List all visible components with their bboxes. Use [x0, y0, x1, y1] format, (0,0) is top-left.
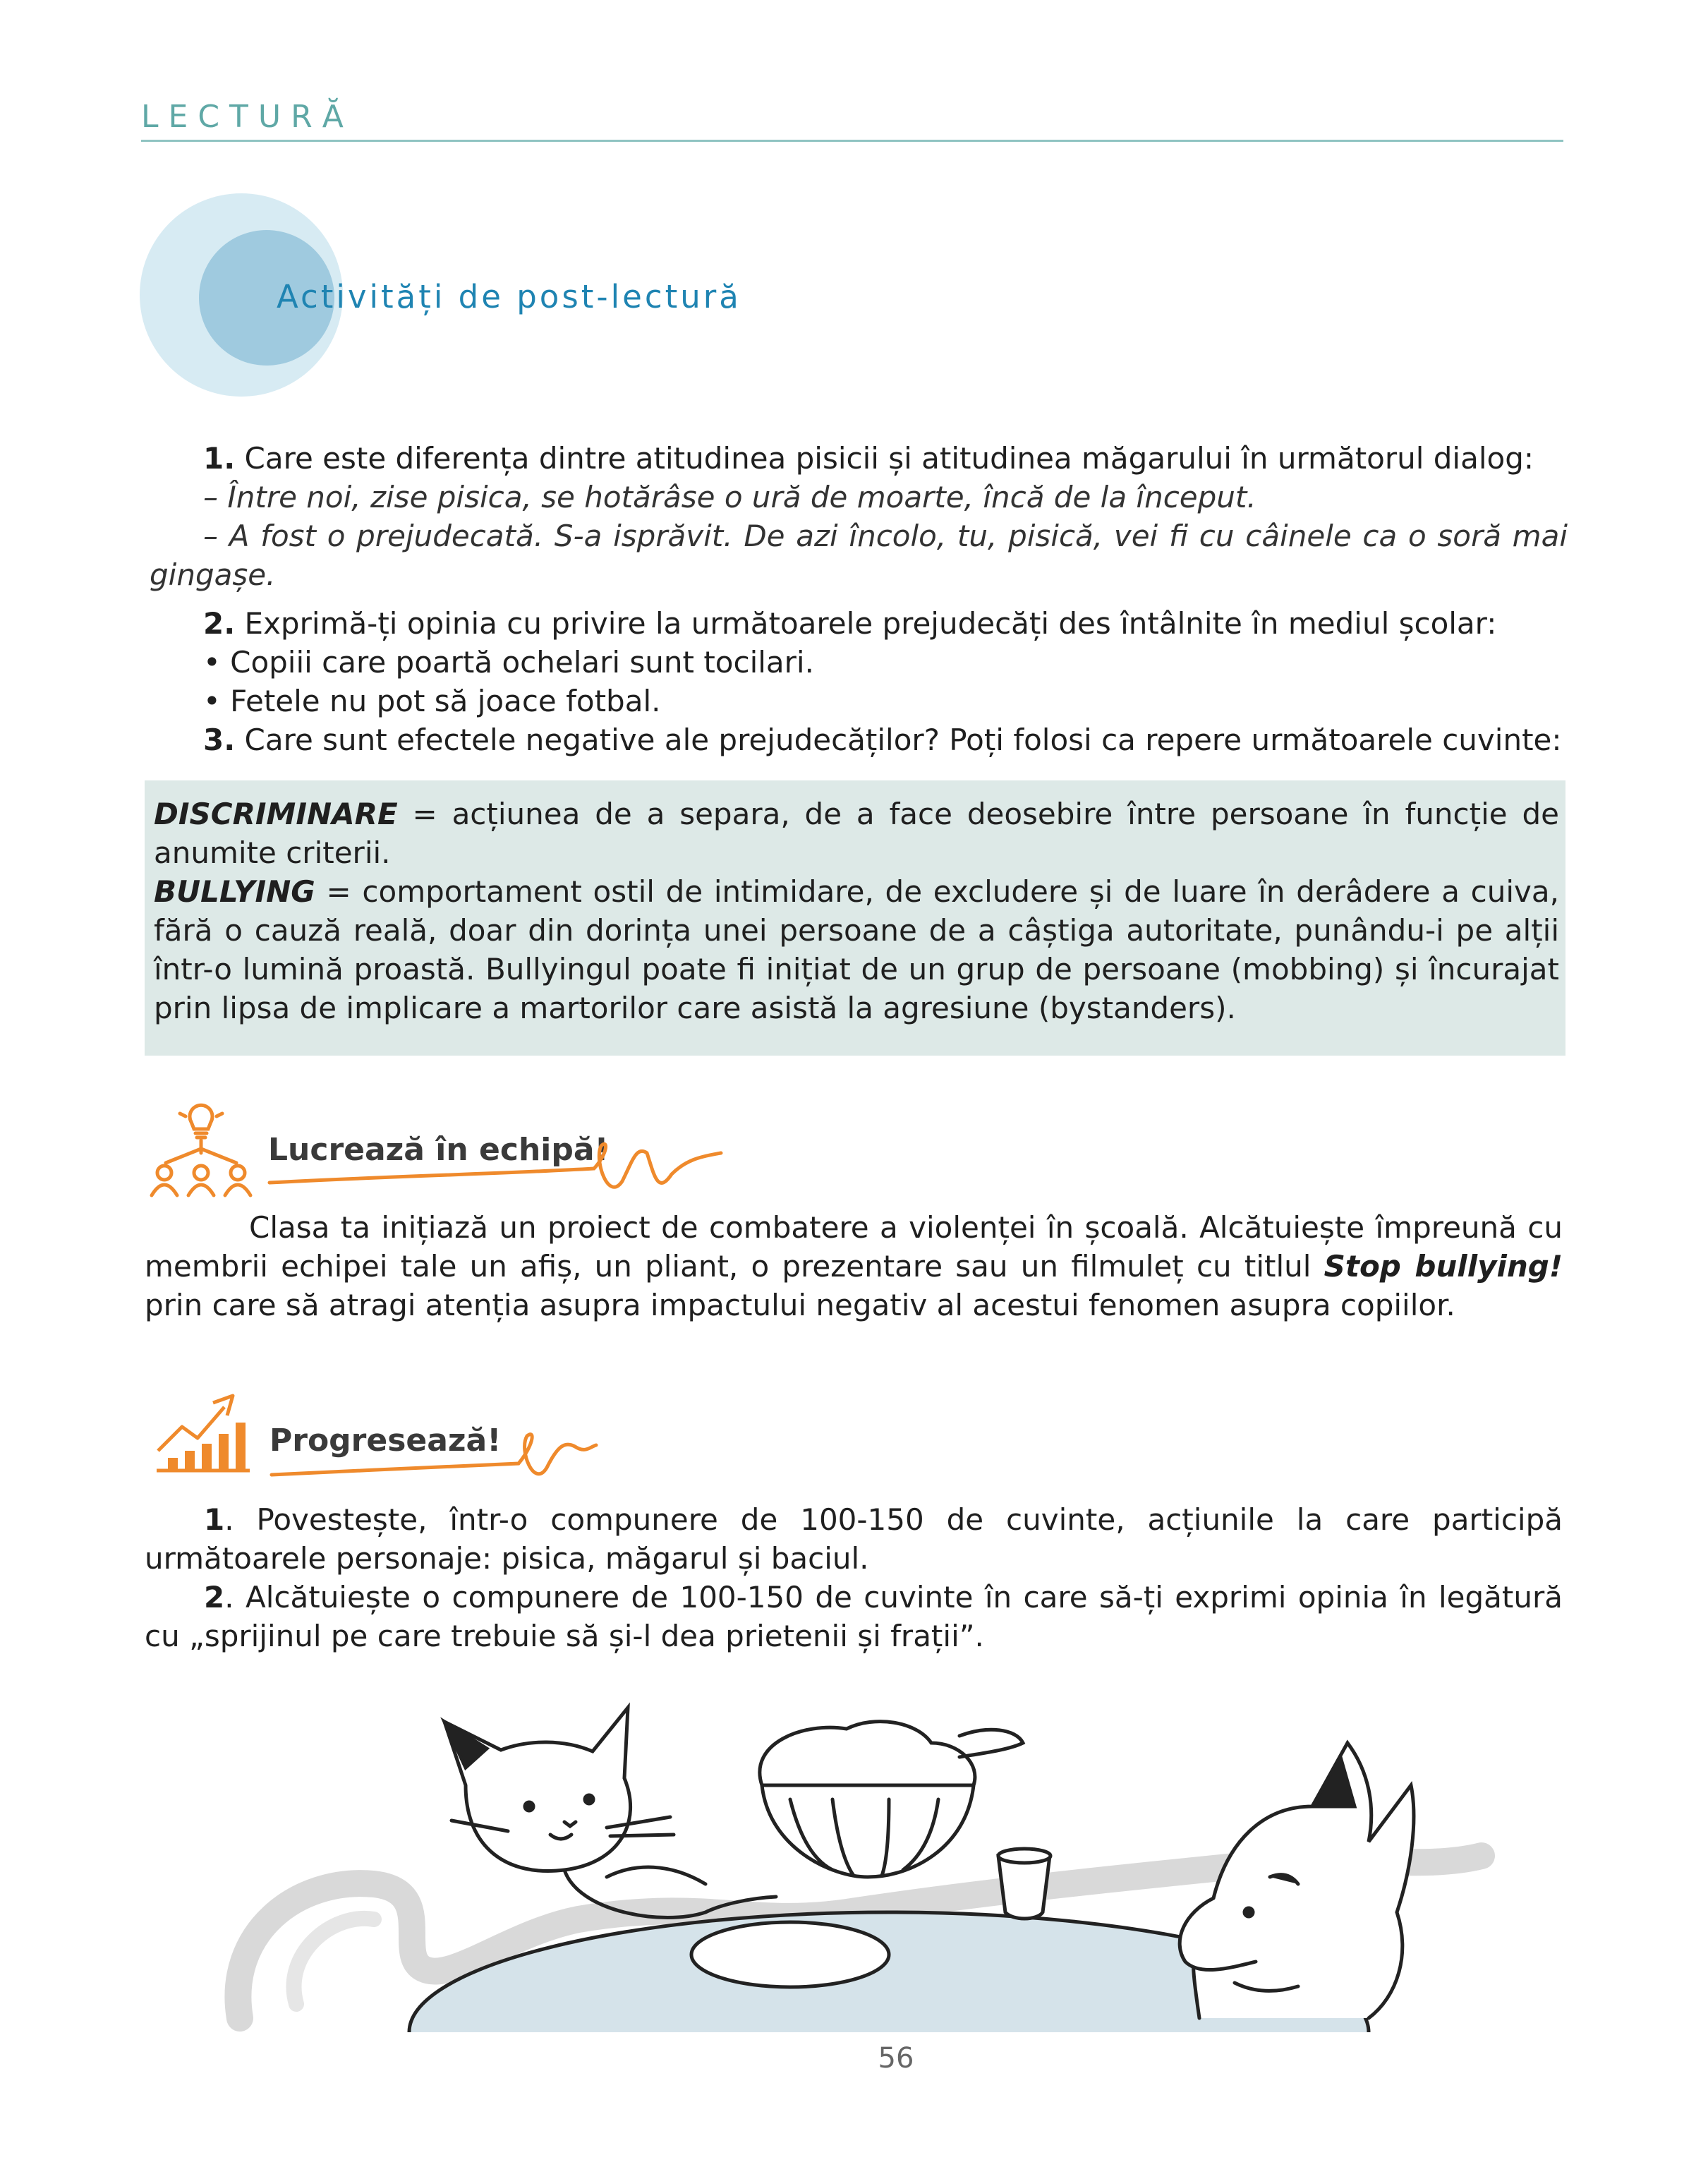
question-1-quote-2: – A fost o prejudecată. S-a isprăvit. De azi încolo, tu, pisică, vei fi cu câinele ca o soră mai gingașe. — [150, 519, 1568, 592]
question-1-number: 1. — [203, 441, 236, 476]
teamwork-paragraph — [145, 1208, 1563, 1324]
term-discriminare: DISCRIMINARE — [154, 797, 398, 831]
question-2-bullet-1: • Copiii care poartă ochelari sunt tocilari. — [203, 645, 814, 680]
progress-heading: Progresează! — [269, 1423, 502, 1459]
question-2 — [150, 604, 1568, 759]
salad-bowl-drawing — [760, 1722, 1023, 1877]
cat-dog-table-illustration — [212, 1701, 1524, 2032]
cat-drawing — [444, 1708, 776, 1918]
question-1 — [150, 439, 1568, 594]
definitions-text — [154, 795, 1559, 1027]
question-1-text: Care este diferența dintre atitudinea pisicii și atitudinea măgarului în următorul dialog: — [235, 441, 1534, 476]
progress-item-1-text: . Povestește, într-o compunere de 100-150 de cuvinte, acțiunile la care participă următoarele personaje: pisica, măgarul și baciul. — [145, 1502, 1563, 1576]
section-title: Activități de post-lectură — [277, 278, 741, 315]
question-3-text: Care sunt efectele negative ale prejudecăților? Poți folosi ca repere următoarele cuvinte: — [235, 723, 1562, 757]
definition-discriminare: = acțiunea de a separa, de a face deosebire între persoane în funcție de anumite criterii. — [154, 797, 1559, 870]
growth-chart-icon — [154, 1383, 253, 1475]
header-divider — [141, 140, 1563, 142]
term-bullying: BULLYING — [154, 874, 315, 909]
progress-item-1 — [145, 1500, 1563, 1578]
lightbulb-team-icon — [145, 1102, 258, 1201]
progress-item-2 — [145, 1578, 1563, 1655]
question-3-number: 3. — [203, 723, 236, 757]
teamwork-text-after: prin care să atragi atenția asupra impactului negativ al acestui fenomen asupra copiilor. — [145, 1288, 1455, 1322]
cup-drawing — [998, 1849, 1050, 1919]
squiggle-decoration — [265, 1418, 603, 1496]
definition-bullying: = comportament ostil de intimidare, de excludere și de luare în derâdere a cuiva, fără o cauză reală, doar din dorința unei persoane de a câștiga autoritate, punându-i pe alții într-o lumină proastă. Bullyingul poate fi inițiat de un grup de persoane (mobbing) și încurajat prin lipsa de implicare a martorilor care asistă la agresiune (bystanders). — [154, 874, 1559, 1025]
progress-items — [145, 1500, 1563, 1655]
question-2-number: 2. — [203, 606, 236, 641]
squiggle-decoration — [262, 1132, 728, 1209]
question-1-quote-1: – Între noi, zise pisica, se hotărâse o ură de moarte, încă de la început. — [203, 480, 1256, 514]
progress-item-2-text: . Alcătuiește o compunere de 100-150 de cuvinte în care să-ți exprimi opinia în legătură cu „sprijinul pe care trebuie să și-l dea prietenii și frații”. — [145, 1580, 1563, 1653]
table-reflection — [691, 1922, 889, 1987]
teamwork-heading: Lucrează în echipă! — [268, 1132, 609, 1168]
section-label: LECTURĂ — [141, 99, 353, 135]
question-2-bullet-2: • Fetele nu pot să joace fotbal. — [203, 684, 661, 718]
teamwork-text-before: Clasa ta inițiază un proiect de combatere a violenței în școală. Alcătuiește împreună cu membrii echipei tale un afiș, un pliant, o prezentare sau un filmuleț cu titlul — [145, 1210, 1563, 1284]
teamwork-highlight: Stop bullying! — [1324, 1249, 1563, 1284]
progress-item-1-number: 1 — [204, 1502, 225, 1537]
progress-item-2-number: 2 — [204, 1580, 225, 1614]
page-number: 56 — [878, 2042, 914, 2075]
question-2-text: Exprimă-ți opinia cu privire la următoarele prejudecăți des întâlnite în mediul școlar: — [235, 606, 1497, 641]
